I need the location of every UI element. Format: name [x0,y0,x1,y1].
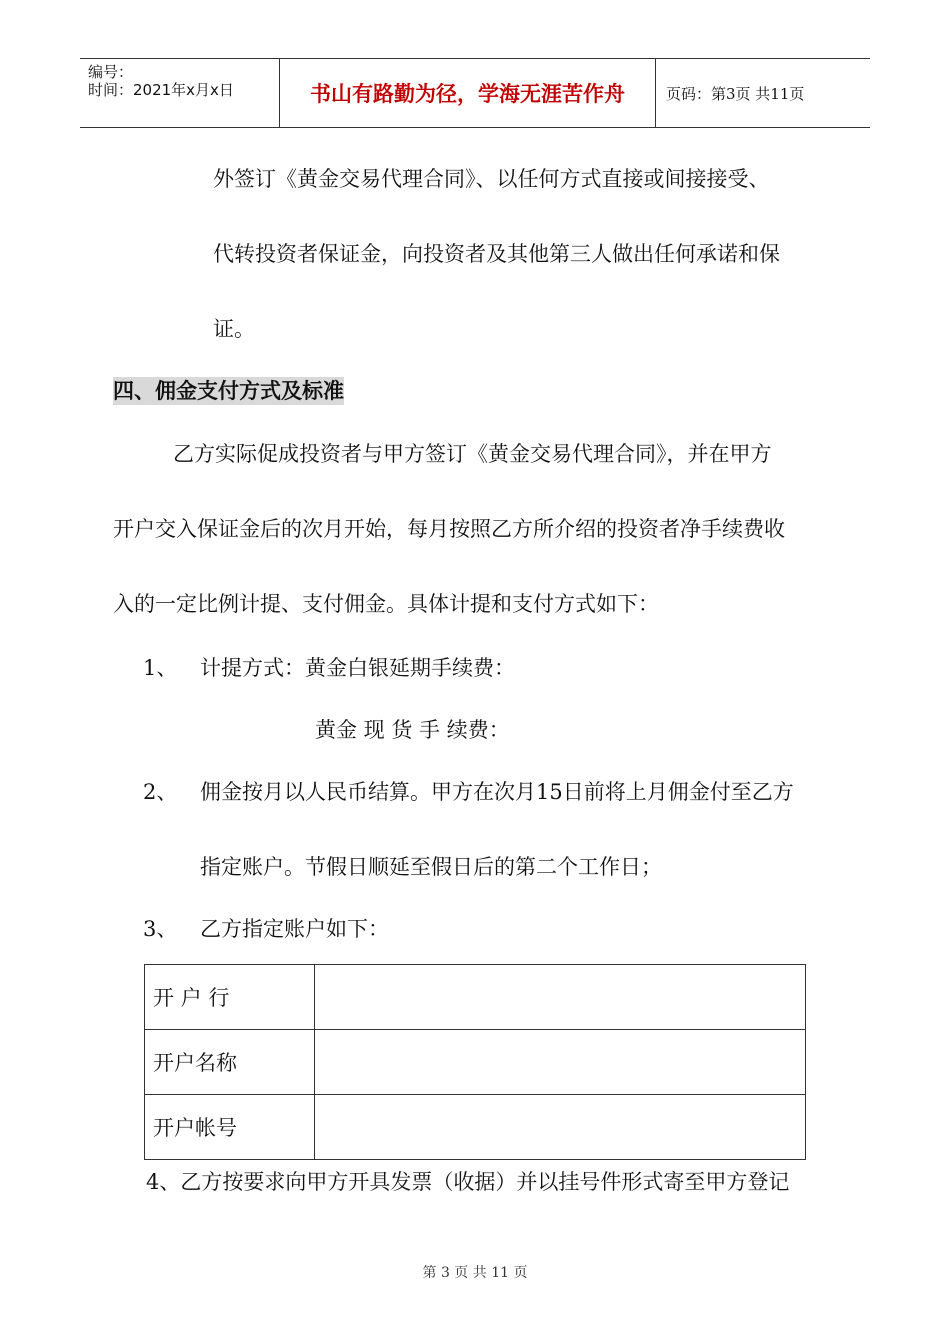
account-table [144,964,806,1160]
date-line: 时间：2021年x月x日 [88,81,234,99]
list-item-text: 计提方式：黄金白银延期手续费： [200,656,515,680]
paragraph-line: 开户交入保证金后的次月开始，每月按照乙方所介绍的投资者净手续费收 [113,517,785,541]
header-meta [80,59,280,127]
account-name-value [315,1030,806,1095]
doc-number-label: 编号： [88,63,134,81]
list-item-number: 2、 [143,780,178,804]
paragraph-line: 代转投资者保证金，向投资者及其他第三人做出任何承诺和保 [213,242,780,266]
list-item-text: 指定账户。节假日顺延至假日后的第二个工作日； [200,855,662,879]
paragraph-line: 外签订《黄金交易代理合同》、以任何方式直接或间接接受、 [213,167,770,191]
account-number-value [315,1095,806,1160]
account-number-label: 开户帐号 [145,1095,315,1160]
page-footer: 第 3 页 共 11 页 [422,1265,528,1281]
list-item-number: 3、 [143,917,178,941]
account-name-label: 开户名称 [145,1030,315,1095]
page-header [80,58,870,128]
paragraph-line: 乙方实际促成投资者与甲方签订《黄金交易代理合同》，并在甲方 [173,442,772,466]
account-bank-label: 开 户 行 [145,965,315,1030]
section-heading: 四、佣金支付方式及标准 [113,378,344,403]
list-item-subtext: 黄金 现 货 手 续费： [315,718,510,742]
header-page-info: 页码：第3页 共11页 [666,84,805,103]
table-row [145,1030,806,1095]
table-row [145,965,806,1030]
list-item-text: 4、乙方按要求向甲方开具发票（收据）并以挂号件形式寄至甲方登记 [146,1170,790,1194]
paragraph-line: 入的一定比例计提、支付佣金。具体计提和支付方式如下： [113,592,659,616]
paragraph-line: 证。 [213,317,255,341]
header-motto: 书山有路勤为径，学海无涯苦作舟 [280,59,656,127]
table-row [145,1095,806,1160]
list-item-number: 1、 [143,656,178,680]
list-item-text: 佣金按月以人民币结算。甲方在次月15日前将上月佣金付至乙方 [200,780,794,804]
list-item-text: 乙方指定账户如下： [200,917,389,941]
account-bank-value [315,965,806,1030]
